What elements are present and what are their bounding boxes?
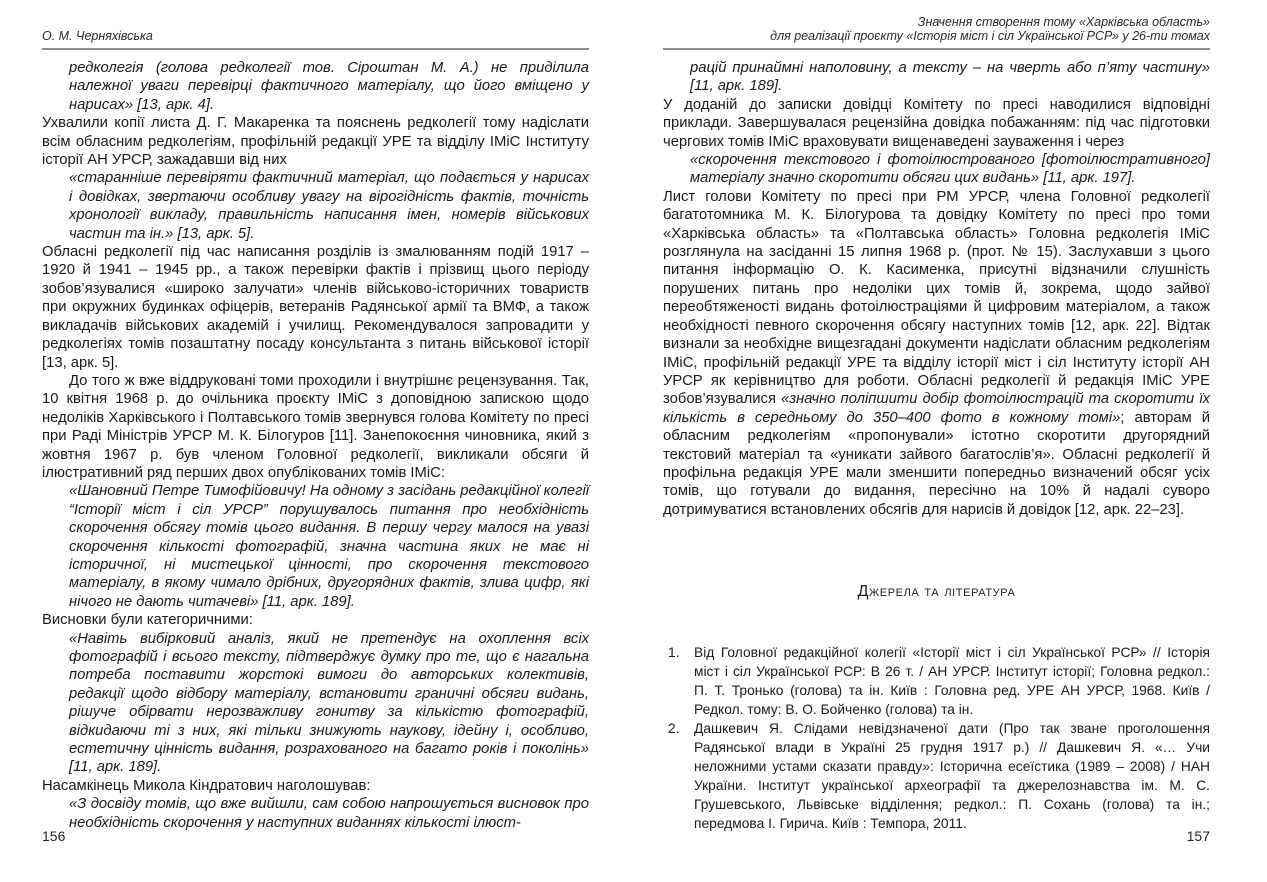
paragraph: До того ж вже віддруковані томи проходили і внутрішнє рецензування. Так, 10 квітня 1968 р. до очільника проєкту ІМіС з доповідною запискою щодо недоліків Харківського і Полтавського томів звернувся голова Комітету по пресі при Раді Міністрів УРСР М. К. Білогуров [11]. Занепокоєння чиновника, який з жовтня 1967 р. був членом Головної редколегії, викликали обсяги й ілюстративний ряд перших двох опублікованих томів ІМіС: — [42, 372, 589, 481]
article-title-line2: для реалізації проєкту «Історія міст і сіл Української РСР» у 26-ти томах — [770, 28, 1210, 43]
left-running-header — [42, 16, 589, 50]
paragraph: «З досвіду томів, що вже вийшли, сам собою напрошується висновок про необхідність скорочення у наступних виданнях кількості ілюст- — [69, 796, 589, 831]
article-title-line1: Значення створення тому «Харківська область» — [917, 15, 1210, 29]
paragraph: «старанніше перевіряти фактичний матеріал, що подається у нарисах і довідках, звертаючи особливу увагу на вірогідність фактів, точність хронології викладу, правильність написання імен, номерів військових частин та ін.» [13, арк. 5]. — [69, 170, 589, 242]
paragraph: «скорочення текстового і фотоілюстрованого [фотоілюстративного] матеріалу значно скоротити обсяги цих видань» [11, арк. 197]. — [690, 152, 1210, 187]
sources-list — [663, 643, 1210, 833]
paragraph — [663, 188, 1210, 519]
body-text: Лист голови Комітету по пресі при РМ УРСР, члена Головної редколегії багатотомника М. К. Білогурова та довідку Комітету по пресі про томи «Харківська область» та «Полтавська область» Головна редколегія ІМіС розглянула на засіданні 15 липня 1968 р. (прот. № 15). Заслухавши з цього питання інформацію О. К. Касименка, присутні відзначили слушність порушених питань про недоліки цих томів й, зокрема, щодо зайвої переобтяженості видань фотоілюстраціями й цифровим матеріалом, а також необхідності певного скорочення обсягу наступних томів [12, арк. 22]. Відтак визнали за необхідне вищезгадані документи надіслати обласним редколегіям ІМіС, профільній редакції УРЕ та відділу історії міст і сіл Інституту історії АН УРСР як керівництво для роботи. Обласні редколегії й редакція ІМіС УРЕ зобов’язувалися — [663, 188, 1210, 408]
left-page — [42, 16, 589, 866]
right-page-body — [663, 59, 1210, 519]
right-page — [663, 16, 1210, 866]
paragraph: рацій принаймні наполовину, а тексту – на чверть або п’яту частину» [11, арк. 189]. — [690, 60, 1210, 95]
left-page-body — [42, 59, 589, 832]
page-number-right: 157 — [1186, 828, 1210, 844]
quoted-text: «значно поліпшити добір фотоілюстрацій та скоротити їх кількість в середньому до 350–400 фото в кожному томі» — [663, 391, 1210, 426]
right-running-header — [663, 16, 1210, 50]
paragraph: редколегія (голова редколегії тов. Сіроштан М. А.) не приділила належної уваги перевірці фактичного матеріалу, що його вміщено у нарисах» [13, арк. 4]. — [69, 60, 589, 113]
sources-heading: Джерела та література — [857, 583, 1016, 601]
body-text: ; авторам й обласним редколегіям «пропонували» істотно скоротити другорядний текстовий матеріал та «уникати зайвого багатослів’я». Обласні редколегії й профільна редакція УРЕ мали зменшити попередньо визначений обсяг усіх томів, що готували до видання, пересічно на 10% й надалі суворо дотримуватися встановлених обсягів для нарисів й довідок [12, арк. 22–23]. — [663, 409, 1210, 518]
page-number-left: 156 — [42, 828, 66, 844]
paragraph: «Навіть вибірковий аналіз, який не претендує на охоплення всіх фотографій і всього тексту, підтверджує думку про те, що є нагальна потреба поставити жорстокі вимоги до авторських колективів, редакції щодо відбору матеріалу, встановити граничні обсяги видань, рішуче обірвати нерозважливу гонитву за кількістю фотографій, відкидаючи ті з них, які тільки знижують наукову, ідейну і, особливо, естетичну цінність видання, розрахованого на багато років і поколінь» [11, арк. 189]. — [69, 630, 589, 776]
author-name: О. М. Черняхівська — [42, 28, 153, 43]
paragraph: Ухвалили копії листа Д. Г. Макаренка та пояснень редколегії тому надіслати всім обласним редколегіям, профільній редакції УРЕ та відділу ІМіС Інституту історії АН УРСР, зажадавши від них — [42, 115, 589, 169]
paragraph: У доданій до записки довідці Комітету по пресі наводилися відповідні приклади. Завершувалася рецензійна довідка побажанням: під час підготовки чергових томів ІМіС враховувати вищенаведені зауваження і через — [663, 96, 1210, 150]
paragraph: Обласні редколегії під час написання розділів із змалюванням подій 1917 – 1920 й 1941 – 1945 рр., а також перевірки фактів і прізвищ цього періоду зобов’язувалися «широко залучати» членів військово-історичних товариств при окружних будинках офіцерів, ветеранів Радянської армії та ВМФ, а також викладачів військових академій і училищ. Рекомендувалося запровадити у редколегіях томів позаштатну посаду консультанта з питань військової історії [13, арк. 5]. — [42, 244, 589, 371]
paragraph: «Шановний Петре Тимофійовичу! На одному з засідань редакційної колегії “Історії міст і сіл УРСР” порушувалось питання про необхідність скорочення обсягу томів цього видання. В першу чергу малося на увазі скорочення кількості фотографій, значна частина яких не має ні історичної, ні мистецької цінності, про скорочення текстового матеріалу, в якому чимало дрібних, другорядних фактів, злива цифр, які нічого не дають читачеві» [11, арк. 189]. — [69, 483, 590, 610]
paragraph: Висновки були категоричними: — [42, 612, 253, 629]
paragraph: Насамкінець Микола Кіндратович наголошував: — [42, 777, 371, 794]
source-item: Дашкевич Я. Слідами невідзначеної дати (Про так зване проголошення Радянської влади в Україні 25 грудня 1917 р.) // Дашкевич Я. «… Учи неложними устами сказати правду»: Історична есеїстика (1989 – 2008) / НАН України. Інститут української археографії та джерелознавства ім. М. С. Грушевського, Львівське відділення; редкол.: П. Сохань (голова) та ін.; передмова І. Гирича. Київ : Темпора, 2011. — [694, 721, 1210, 832]
source-item: Від Головної редакційної колегії «Історії міст і сіл Української РСР» // Історія міст і сіл Української РСР: В 26 т. / АН УРСР. Інститут історії; Головна редкол.: П. Т. Тронько (голова) та ін. Київ : Головна ред. УРЕ АН УРСР, 1968. Київ / Редкол. тому: В. О. Бойченко (голова) та ін. — [694, 645, 1210, 718]
